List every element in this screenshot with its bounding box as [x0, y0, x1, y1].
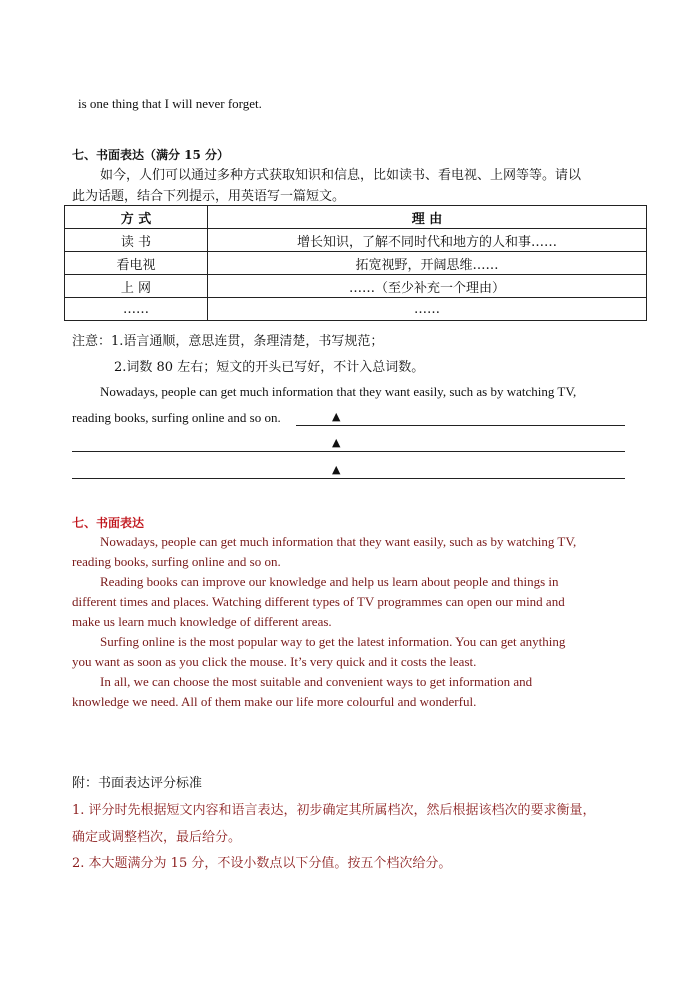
writing-start-line-1: Nowadays, people can get much information that they want easily, such as by watching TV,	[100, 384, 577, 399]
table-cell-reason: ……（至少补充一个理由）	[208, 275, 647, 298]
intro-line-2: 此为话题，结合下列提示，用英语写一篇短文。	[72, 189, 346, 204]
triangle-marker: ▲	[332, 410, 341, 423]
answer-line: Nowadays, people can get much information that they want easily, such as by watching TV,	[100, 534, 577, 549]
criteria-item-1-line-2: 确定或调整档次，最后给分。	[72, 830, 242, 845]
table-cell-method: 上 网	[65, 275, 208, 298]
table-row	[65, 252, 647, 275]
table-header-method: 方 式	[65, 206, 208, 229]
writing-start-line-2: reading books, surfing online and so on.	[72, 410, 281, 425]
answer-line: you want as soon as you click the mouse. It’s very quick and it costs the least.	[72, 654, 477, 669]
answer-line: Reading books can improve our knowledge and help us learn about people and things in	[100, 574, 559, 589]
answer-line: In all, we can choose the most suitable and convenient ways to get information and	[100, 674, 533, 689]
table-cell-reason: 增长知识，了解不同时代和地方的人和事……	[208, 229, 647, 252]
triangle-marker: ▲	[332, 463, 341, 476]
table-row	[65, 298, 647, 321]
table-header-row	[65, 206, 647, 229]
writing-line[interactable]	[296, 425, 625, 426]
criteria-item-2: 2. 本大题满分为 15 分，不设小数点以下分值。按五个档次给分。	[72, 856, 452, 871]
answer-line: make us learn much knowledge of different areas.	[72, 614, 332, 629]
criteria-title: 附：书面表达评分标准	[72, 776, 203, 791]
table-header-reason: 理 由	[208, 206, 647, 229]
criteria-item-1-line-1: 1. 评分时先根据短文内容和语言表达，初步确定其所属档次，然后根据该档次的要求衡量，	[72, 803, 596, 818]
writing-line[interactable]	[72, 478, 625, 479]
triangle-marker: ▲	[332, 436, 341, 449]
note-2: 2.词数 80 左右；短文的开头已写好，不计入总词数。	[114, 360, 425, 375]
note-1: 注意：1.语言通顺，意思连贯，条理清楚，书写规范；	[72, 334, 384, 349]
intro-line-1: 如今，人们可以通过多种方式获取知识和信息，比如读书、看电视、上网等等。请以	[100, 168, 582, 183]
table-cell-method: 看电视	[65, 252, 208, 275]
answer-title: 七、书面表达	[72, 516, 145, 530]
answer-line: knowledge we need. All of them make our life more colourful and wonderful.	[72, 694, 477, 709]
table-cell-method: ……	[65, 298, 208, 321]
table-row	[65, 275, 647, 298]
answer-line: Surfing online is the most popular way to get the latest information. You can get anything	[100, 634, 566, 649]
top-continuation-line: is one thing that I will never forget.	[78, 96, 262, 111]
table-row	[65, 229, 647, 252]
answer-line: reading books, surfing online and so on.	[72, 554, 281, 569]
table-cell-reason: ……	[208, 298, 647, 321]
methods-table	[64, 205, 647, 321]
table-cell-reason: 拓宽视野，开阔思维……	[208, 252, 647, 275]
table-cell-method: 读 书	[65, 229, 208, 252]
section-title: 七、书面表达（满分 15 分）	[72, 148, 230, 162]
writing-line[interactable]	[72, 451, 625, 452]
answer-line: different times and places. Watching different types of TV programmes can open our mind and	[72, 594, 565, 609]
